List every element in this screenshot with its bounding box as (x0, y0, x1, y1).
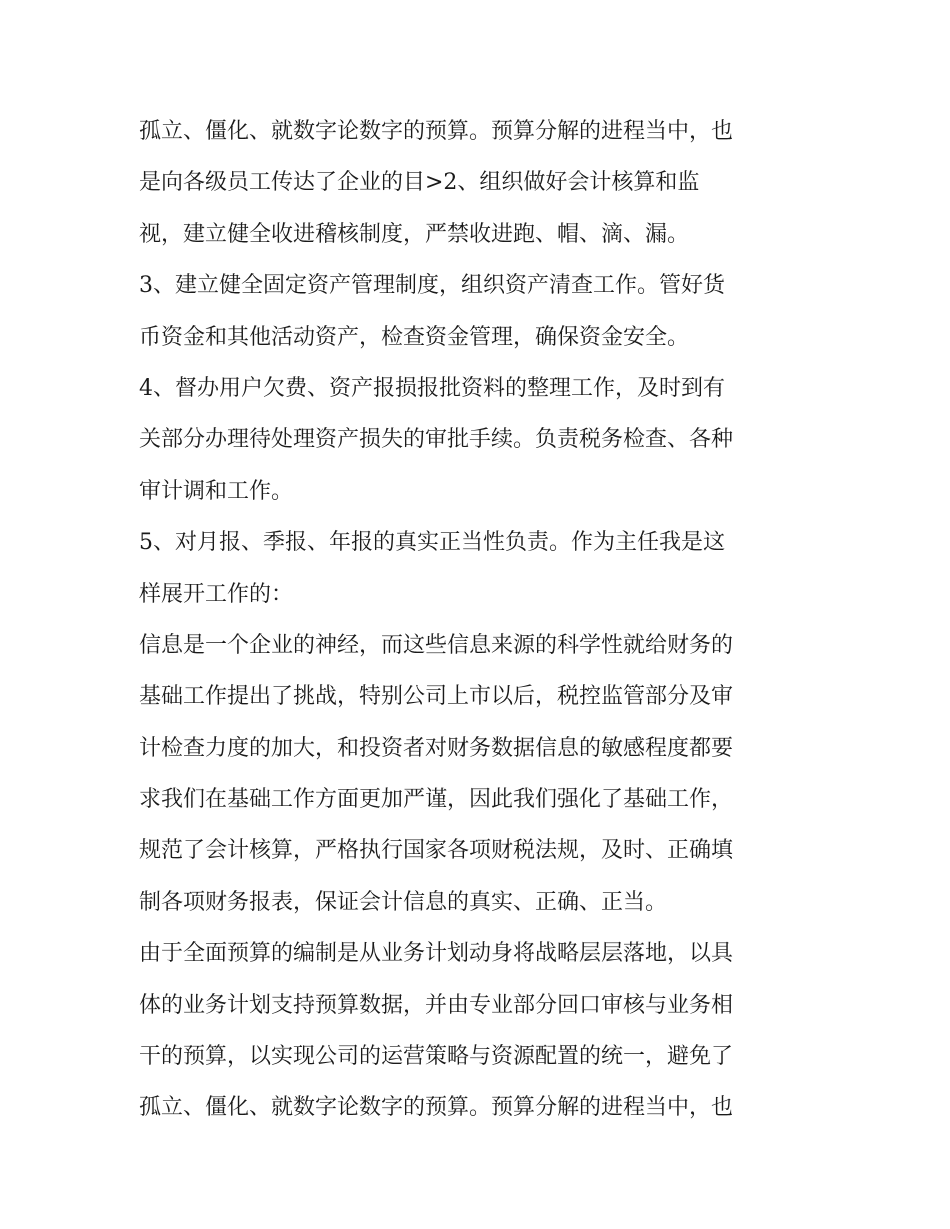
text-line: 计检查力度的加大，和投资者对财务数据信息的敏感程度都要 (139, 735, 734, 761)
text-line: 信息是一个企业的神经，而这些信息来源的科学性就给财务的 (139, 632, 734, 658)
text-line: 5、对月报、季报、年报的真实正当性负责。作为主任我是这 (139, 530, 725, 556)
text-line: 制各项财务报表，保证会计信息的真实、正确、正当。 (139, 889, 668, 915)
text-line: 规范了会计核算，严格执行国家各项财税法规，及时、正确填 (139, 838, 734, 864)
text-line: 求我们在基础工作方面更加严谨，因此我们强化了基础工作， (139, 787, 734, 813)
text-line: 币资金和其他活动资产，检查资金管理，确保资金安全。 (139, 324, 690, 350)
text-line: 由于全面预算的编制是从业务计划动身将战略层层落地，以具 (139, 941, 734, 967)
text-line: 孤立、僵化、就数字论数字的预算。预算分解的进程当中，也 (139, 1095, 734, 1121)
text-line: 是向各级员工传达了企业的目>2、组织做好会计核算和监 (139, 170, 700, 196)
text-line: 关部分办理待处理资产损失的审批手续。负责税务检查、各种 (139, 427, 734, 453)
text-line: 体的业务计划支持预算数据，并由专业部分回口审核与业务相 (139, 992, 734, 1018)
text-line: 基础工作提出了挑战，特别公司上市以后，税控监管部分及审 (139, 684, 734, 710)
text-line: 孤立、僵化、就数字论数字的预算。预算分解的进程当中，也 (139, 119, 734, 144)
document-body (139, 106, 819, 1134)
text-line: 样展开工作的： (139, 581, 294, 607)
text-line: 干的预算，以实现公司的运营策略与资源配置的统一，避免了 (139, 1044, 734, 1070)
text-line: 3、建立健全固定资产管理制度，组织资产清查工作。管好货 (139, 273, 725, 299)
text-line: 4、督办用户欠费、资产报损报批资料的整理工作，及时到有 (139, 375, 725, 401)
text-line: 视，建立健全收进稽核制度，严禁收进跑、帽、滴、漏。 (139, 221, 690, 247)
text-line: 审计调和工作。 (139, 478, 294, 504)
